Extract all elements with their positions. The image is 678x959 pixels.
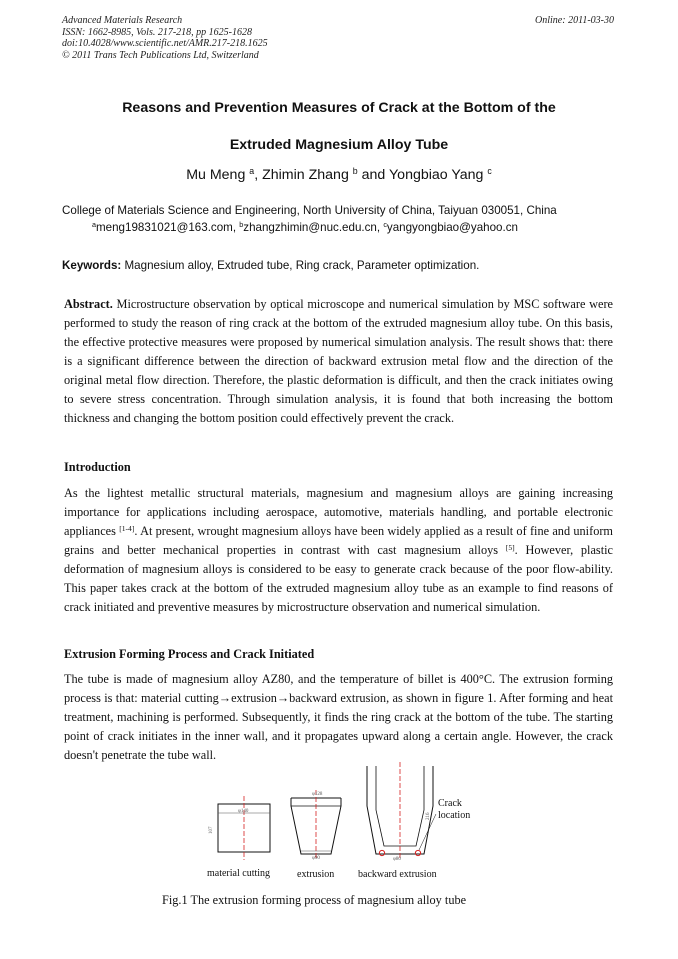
label-extrusion: extrusion — [297, 869, 335, 880]
crack-label-2: location — [438, 810, 471, 821]
intro-text-3: . However, plastic deformation of magnesium alloys is considered to be easy to generate crack because of the poor flow-ability. This paper takes crack at the bottom of the extruded magnesium alloy tube as an example to find reasons of crack initiated and preventive measures by microstructure observation and numerical simulation. — [64, 543, 614, 614]
keywords-text: Magnesium alloy, Extruded tube, Ring crack, Parameter optimization. — [124, 259, 480, 272]
email-line: $^a$meng19831021@163.com, $^b$zhangzhimin@nuc.edu.cn, $^c$yangyongbiao@yahoo.cn — [92, 220, 518, 234]
author-2: Zhimin Zhang — [262, 167, 349, 183]
email-a: meng19831021@163.com — [96, 221, 233, 234]
dim-backward-height: 216 — [426, 812, 431, 820]
author-1: Mu Meng — [186, 167, 246, 183]
author-3-sup: c — [487, 166, 492, 177]
dim-backward-bottom: φ80 — [393, 857, 401, 862]
dim-billet-diameter: φ140 — [238, 809, 249, 814]
crack-label-1: Crack — [438, 798, 462, 809]
abstract — [64, 295, 613, 428]
journal-header — [62, 15, 268, 61]
title-line-1: Reasons and Prevention Measures of Crack at the Bottom of the — [122, 100, 556, 116]
abstract-label: Abstract. — [64, 297, 113, 311]
backward-extrusion-drawing — [367, 762, 470, 862]
introduction-paragraph — [64, 484, 613, 617]
online-date: Online: 2011-03-30 — [535, 15, 614, 26]
doi-line: doi:10.4028/www.scientific.net/AMR.217-218.1625 — [62, 38, 268, 49]
title-line-2: Extruded Magnesium Alloy Tube — [229, 137, 449, 153]
author-1-sup: a — [249, 166, 255, 177]
affiliation-line: College of Materials Science and Engineering, North University of China, Taiyuan 030051, China — [62, 204, 557, 217]
email-b-sup: b — [239, 220, 244, 230]
author-2-sup: b — [352, 166, 358, 177]
abstract-text: Microstructure observation by optical microscope and numerical simulation by MSC software were performed to study the reason of ring crack at the bottom of the extruded magnesium alloy tube. On this basis, the effective protective measures were proposed by numerical simulation analysis. The result shows that: there is a significant difference between the direction of backward extrusion metal flow and the direction of the original metal flow direction. Therefore, the plastic deformation is difficult, and then the crack initiates owing to severe stress concentration. Through simulation analysis, it is found that both increasing the bottom thickness and changing the bottom position could effectively prevent the crack. — [64, 297, 613, 425]
author-and: and — [361, 167, 386, 183]
dim-extrusion-bottom: φ90 — [312, 856, 320, 861]
affiliation — [62, 202, 616, 236]
introduction-heading: Introduction — [64, 460, 131, 474]
issn-line: ISSN: 1662-8985, Vols. 217-218, pp 1625-1628 — [62, 26, 252, 38]
keywords — [62, 259, 616, 272]
copyright-line: © 2011 Trans Tech Publications Ltd, Switzerland — [62, 49, 259, 61]
extrusion-drawing — [291, 790, 341, 861]
ref-1-4: [1-4] — [119, 523, 135, 533]
dim-billet-height: 107 — [209, 826, 214, 834]
email-c: yangyongbiao@yahoo.cn — [386, 221, 518, 234]
email-b: zhangzhimin@nuc.edu.cn — [243, 221, 377, 234]
figure-1-diagram — [200, 762, 500, 887]
intro-text-1: As the lightest metallic structural materials, magnesium and magnesium alloys are gaining increasing importance for applications including aerospace, automotive, materials handling, and portable electronic appliances — [64, 486, 613, 538]
author-3: Yongbiao Yang — [389, 167, 484, 183]
keywords-label: Keywords: — [62, 259, 122, 272]
paper-title — [62, 90, 616, 164]
intro-text-2: . At present, wrought magnesium alloys have been widely applied as a result of fine and uniform grains and better mechanical properties in contrast with cast magnesium alloys — [64, 524, 613, 557]
extrusion-heading: Extrusion Forming Process and Crack Initiated — [64, 647, 315, 661]
billet-drawing — [209, 796, 270, 860]
extrusion-paragraph: The tube is made of magnesium alloy AZ80, and the temperature of billet is 400°C. The extrusion forming process is that: material cutting→extrusion→backward extrusion, as shown in figure 1. After forming and heat treatment, machining is performed. Subsequently, it finds the ring crack at the bottom of the tube. The starting point of crack initiates in the inner wall, and it propagates upward along a certain angle. However, the crack doesn't penetrate the tube wall. — [64, 672, 613, 762]
email-a-sup: a — [92, 220, 96, 230]
label-material-cutting: material cutting — [207, 868, 271, 879]
label-backward-extrusion: backward extrusion — [358, 869, 437, 880]
author-list: Mu Meng $^a$, Zhimin Zhang $^b$ and Yongbiao Yang $^c$ — [186, 166, 492, 183]
journal-name: Advanced Materials Research — [62, 15, 183, 26]
dim-extrusion-top: φ128 — [312, 792, 323, 797]
email-c-sup: c — [383, 220, 387, 230]
figure-1-caption: Fig.1 The extrusion forming process of magnesium alloy tube — [162, 893, 467, 907]
ref-5: [5] — [505, 542, 515, 552]
